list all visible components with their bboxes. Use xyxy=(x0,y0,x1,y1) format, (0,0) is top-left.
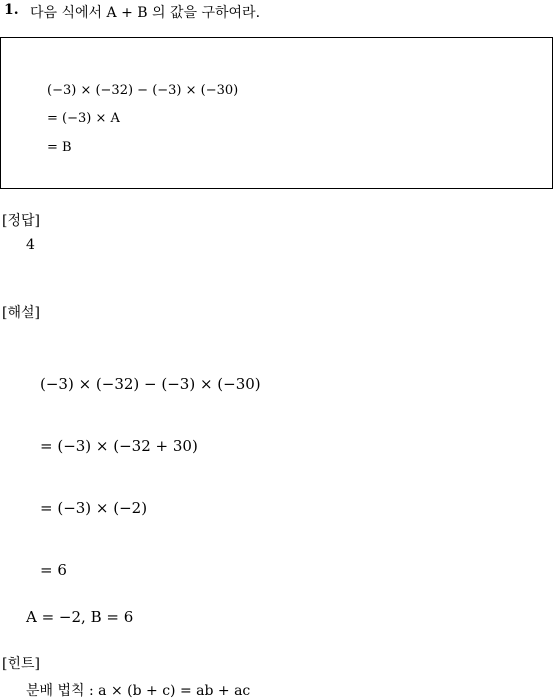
solution-result: A = −2, B = 6 xyxy=(26,608,134,626)
solution-label: [해설] xyxy=(2,305,40,321)
question-number: 1. xyxy=(4,2,19,18)
hint-text: 분배 법칙 : a × (b + c) = ab + ac xyxy=(26,683,251,699)
problem-line-3: = B xyxy=(47,140,72,155)
problem-line-1: (−3) × (−32) − (−3) × (−30) xyxy=(47,83,239,98)
answer-label: [정답] xyxy=(2,213,40,229)
solution-step-2: = (−3) × (−32 + 30) xyxy=(40,437,198,455)
answer-value: 4 xyxy=(26,237,35,253)
question-text: 다음 식에서 A + B 의 값을 구하여라. xyxy=(30,5,261,21)
problem-line-2: = (−3) × A xyxy=(47,111,120,126)
problem-box xyxy=(0,37,553,189)
solution-step-1: (−3) × (−32) − (−3) × (−30) xyxy=(40,375,261,393)
solution-step-3: = (−3) × (−2) xyxy=(40,499,148,517)
hint-label: [힌트] xyxy=(2,656,40,672)
solution-step-4: = 6 xyxy=(40,561,67,579)
